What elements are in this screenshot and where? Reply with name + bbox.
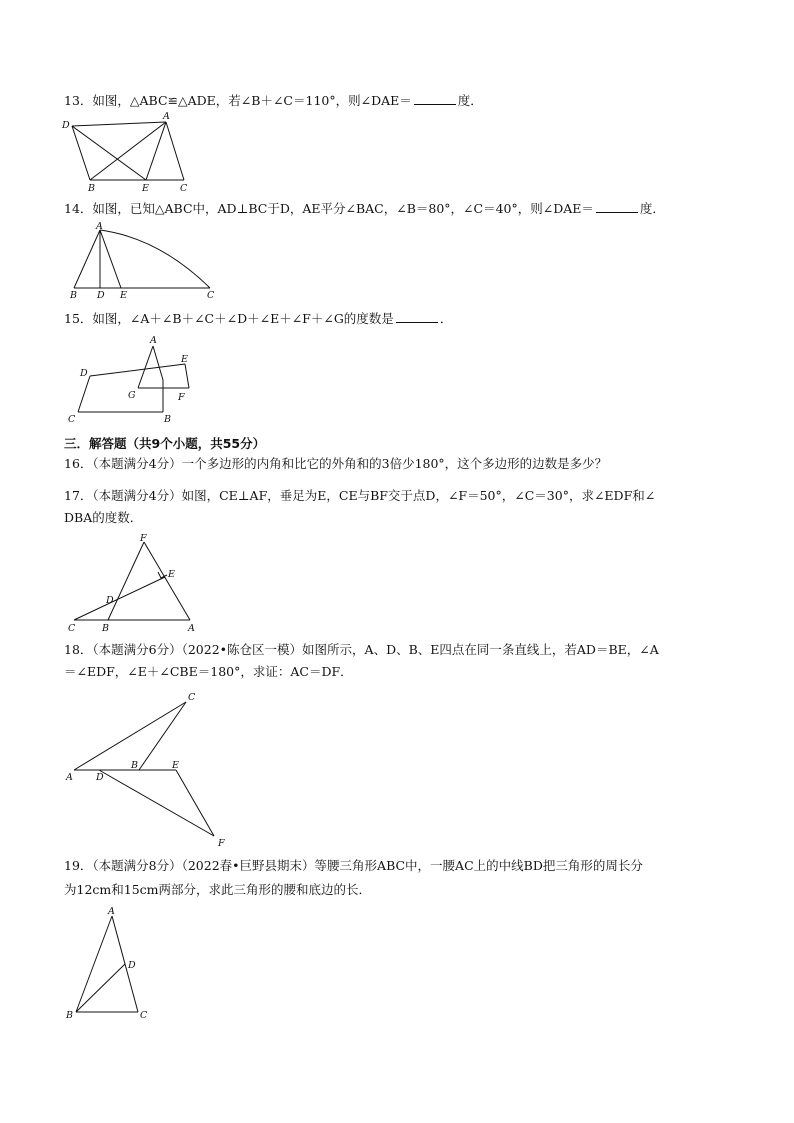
problem-18-figure: [64, 690, 234, 850]
problem-16-statement: 16．（本题满分4分）一个多边形的内角和比它的外角和的3倍少180°，这个多边形的边数是多少？: [64, 456, 608, 471]
label-D: D: [128, 960, 136, 971]
label-C: C: [188, 692, 196, 703]
label-A: A: [96, 221, 103, 232]
problem-19-line-2: 为12cm和15cm两部分，求此三角形的腰和底边的长．: [64, 882, 372, 897]
problem-13-suffix: 度．: [457, 93, 483, 108]
problem-15-text: 15．如图，∠A＋∠B＋∠C＋∠D＋∠E＋∠F＋∠G的度数是: [64, 311, 394, 326]
label-F: F: [178, 392, 185, 403]
answer-blank: [396, 310, 438, 323]
problem-17-figure: [64, 532, 204, 634]
problem-13-text: 13．如图，△ABC≌△ADE，若∠B＋∠C＝110°，则∠DAE＝: [64, 93, 412, 108]
label-A: A: [108, 906, 115, 917]
label-G: G: [128, 390, 136, 401]
label-D: D: [80, 368, 88, 379]
label-B: B: [164, 414, 171, 425]
problem-15-figure: [64, 332, 204, 424]
label-E: E: [120, 290, 127, 301]
problem-14-text: 14．如图，已知△ABC中，AD⊥BC于D，AE平分∠BAC，∠B＝80°，∠C＝40°，则∠DAE＝: [64, 201, 594, 216]
label-E: E: [172, 760, 179, 771]
label-D: D: [97, 290, 105, 301]
label-D: D: [106, 595, 114, 606]
label-A: A: [188, 623, 195, 634]
label-E: E: [181, 354, 188, 365]
label-C: C: [207, 290, 215, 301]
label-B: B: [70, 290, 77, 301]
label-B: B: [66, 1010, 73, 1021]
label-B: B: [88, 183, 95, 194]
label-B: B: [102, 623, 109, 634]
problem-18-line-2: ＝∠EDF，∠E＋∠CBE＝180°，求证：AC＝DF．: [64, 664, 353, 679]
label-C: C: [68, 623, 76, 634]
problem-15-statement: [64, 310, 452, 327]
problem-15-suffix: ．: [439, 311, 453, 326]
answer-blank: [414, 92, 456, 105]
answer-blank: [596, 200, 638, 213]
problem-13-statement: [64, 92, 483, 109]
label-C: C: [68, 414, 76, 425]
label-C: C: [180, 183, 188, 194]
label-A: A: [66, 772, 73, 783]
label-E: E: [168, 569, 175, 580]
problem-17-line-2: DBA的度数．: [64, 510, 143, 525]
label-A: A: [150, 335, 157, 346]
label-F: F: [218, 838, 225, 849]
problem-14-statement: [64, 200, 665, 217]
label-D: D: [96, 772, 104, 783]
label-D: D: [62, 120, 70, 131]
problem-14-figure: [64, 220, 224, 302]
label-A: A: [163, 111, 170, 122]
problem-18-line-1: 18．（本题满分6分）（2022•陈仓区一模）如图所示，A、D、B、E四点在同一条直线上，若AD＝BE，∠A: [64, 642, 659, 657]
problem-14-suffix: 度．: [639, 201, 665, 216]
label-C: C: [140, 1010, 148, 1021]
problem-19-figure: [62, 904, 162, 1028]
problem-13-figure: [60, 110, 200, 192]
label-F: F: [140, 533, 147, 544]
label-E: E: [142, 183, 149, 194]
problem-17-line-1: 17．（本题满分4分）如图，CE⊥AF，垂足为E，CE与BF交于点D，∠F＝50°，∠C＝30°，求∠EDF和∠: [64, 488, 656, 503]
label-B: B: [131, 760, 138, 771]
section-3-heading: 三．解答题（共9个小题，共55分）: [64, 436, 266, 451]
problem-19-line-1: 19．（本题满分8分）（2022春•巨野县期末）等腰三角形ABC中，一腰AC上的中线BD把三角形的周长分: [64, 858, 643, 873]
